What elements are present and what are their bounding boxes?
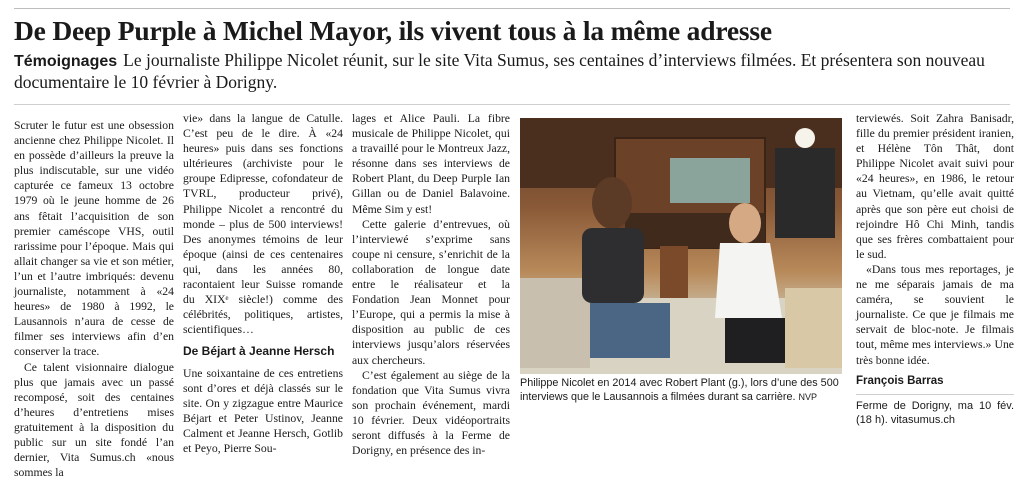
- photo-illustration: [520, 118, 842, 374]
- paragraph: terviewés. Soit Zahra Banisadr, fille du premier président iranien, et Hélène Tôn Thât, dont Philippe Nicolet avait suivi pour «24 heures», en 1986, le retour au Vietnam, qu’elle avait quitté après que son père eut choisi de rejoindre Hô Chi Minh, tandis que ses frères combattaient pour le sud.: [856, 111, 1014, 262]
- paragraph: vie» dans la langue de Catulle. C’est peu de le dire. À «24 heures» puis dans ses fonctions ultérieures (archiviste pour le groupe Edipresse, cofondateur de TVRL, producteur privé), Philippe Nicolet a rencontré du monde – plus de 500 interviews! Des anonymes témoins de leur époque (ainsi de ces centenaires qui, dans les années 80, racontaient leur Suisse romande du XIXᵉ siècle!) comme des célébrités, politiques, artistes, scientifiques…: [183, 111, 343, 337]
- deck-kicker: Témoignages: [14, 53, 117, 70]
- deck-text: Le journaliste Philippe Nicolet réunit, sur le site Vita Sumus, ses centaines d’interviews filmées. Et présentera son nouveau documentaire le 10 février à Dorigny.: [14, 50, 985, 92]
- column-3: [352, 111, 510, 458]
- photo-credit: NVP: [798, 392, 817, 402]
- paragraph: Scruter le futur est une obsession ancienne chez Philippe Nicolet. Il en possède d’ailleurs la preuve la plus indiscutable, sur une vidéo capturée ce fameux 13 octobre 1979 où le jeune homme de 26 ans fêtait l’acquisition de son premier caméscope VHS, outil rarissime pour l’époque. Mais qui allait changer sa vie et son métier, l’un et l’autre imbriqués: devenu journaliste, notamment à «24 heures» de 1980 à 1992, le Lausannois n’aura de cesse de filmer ses interviews afin d’en conserver la trace.: [14, 118, 174, 360]
- top-rule: [14, 8, 1010, 9]
- paragraph: lages et Alice Pauli. La fibre musicale de Philippe Nicolet, qui a travaillé pour le Montreux Jazz, résonne dans ses interviews de Robert Plant, du Deep Purple Ian Gillan ou de Daniel Balavoine. Même Sim y est!: [352, 111, 510, 217]
- section-subhead: De Béjart à Jeanne Hersch: [183, 344, 343, 359]
- deck-rule: [14, 104, 1010, 105]
- column-2: [183, 111, 343, 456]
- column-1: [14, 118, 174, 480]
- paragraph: Une soixantaine de ces entretiens sont d’ores et déjà classés sur le site. On y zigzague entre Maurice Béjart et Peter Ustinov, Jeanne Calment et Jeanne Hersch, Gotlib et Peyo, Pierre Sou-: [183, 366, 343, 457]
- interview-photo: [520, 118, 842, 374]
- event-info: Ferme de Dorigny, ma 10 fév. (18 h). vitasumus.ch: [856, 399, 1014, 427]
- photo-caption: [520, 377, 850, 404]
- paragraph: Cette galerie d’entrevues, où l’interviewé s’exprime sans coupe ni censure, s’enrichit de la collaboration de longue date entre le réalisateur et la Fondation Jean Monnet pour l’Europe, qui a permis la mise à disposition au public de ces interviews jusqu’alors réservées aux chercheurs.: [352, 217, 510, 368]
- paragraph: «Dans tous mes reportages, je ne me séparais jamais de ma caméra, se souvient le journaliste. Ce que je filmais me servait de bloc-note. Je filmais tout, même mes interviews.» Une très bonne idée.: [856, 262, 1014, 368]
- info-rule: [856, 394, 1014, 395]
- author-signature: François Barras: [856, 374, 1014, 389]
- caption-text: Philippe Nicolet en 2014 avec Robert Plant (g.), lors d’une des 500 interviews que le Lausannois a filmées durant sa carrière.: [520, 377, 839, 403]
- article-deck: [14, 50, 1004, 93]
- paragraph: Ce talent visionnaire dialogue plus que jamais avec un passé recomposé, soit des centaines d’heures d’entretiens mises gratuitement à la disposition du public sur un site fondé l’an dernier, Vita Sumus.ch «nous sommes la: [14, 360, 174, 480]
- article-headline: De Deep Purple à Michel Mayor, ils vivent tous à la même adresse: [14, 14, 1014, 48]
- paragraph: C’est également au siège de la fondation que Vita Sumus vivra son prochain événement, mardi 10 février. Deux vidéoportraits seront diffusés à la Ferme de Dorigny, en présence des in-: [352, 368, 510, 459]
- column-4: [856, 111, 1014, 427]
